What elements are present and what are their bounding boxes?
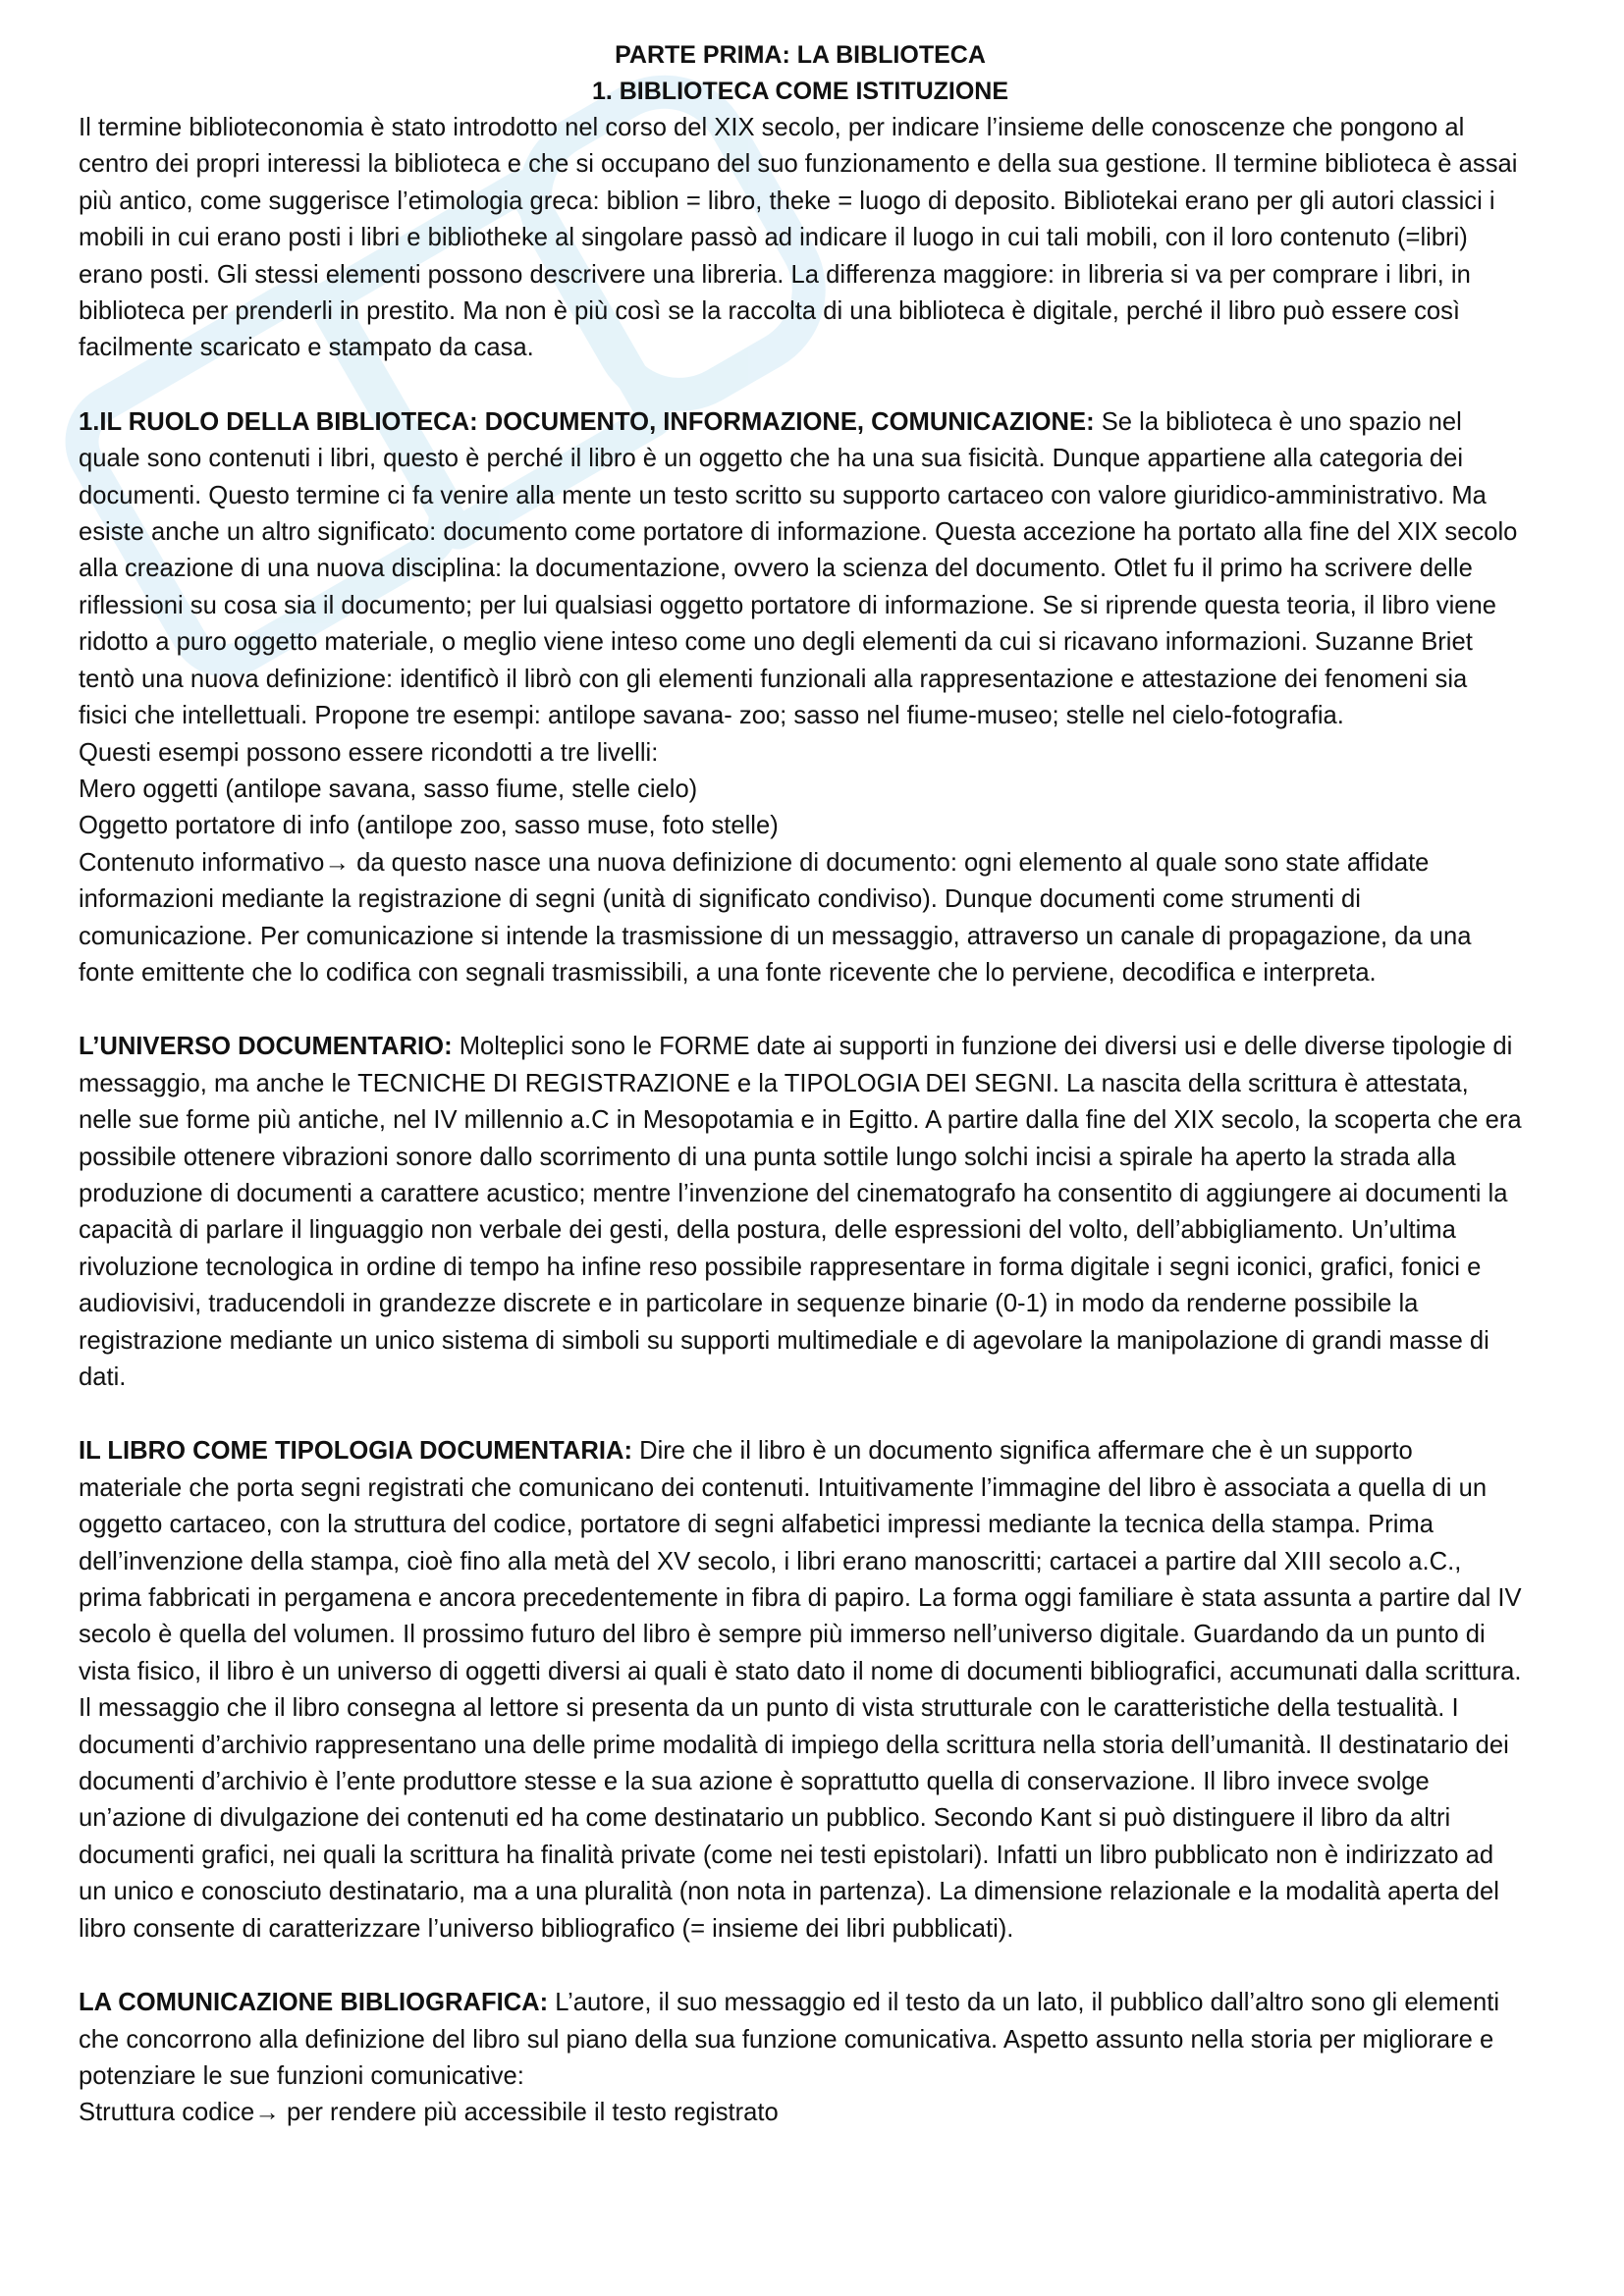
section-heading: L’UNIVERSO DOCUMENTARIO: bbox=[79, 1033, 453, 1061]
document-page bbox=[79, 37, 1522, 2132]
section-heading: LA COMUNICAZIONE BIBLIOGRAFICA: bbox=[79, 1989, 549, 2017]
paragraph-rest: da questo nasce una nuova definizione di documento: ogni elemento al quale sono state affidate informazioni mediante la registrazione di segni (unità di significato condiviso). Dunque documenti come strumenti di comunicazione. Per comunicazione si intende la trasmissione di un messaggio, attraverso un canale di propagazione, da una fonte emittente che lo codifica con segnali trasmissibili, a una fonte ricevente che lo perviene, decodifica e interpreta. bbox=[79, 848, 1472, 987]
section-heading: IL LIBRO COME TIPOLOGIA DOCUMENTARIA: bbox=[79, 1437, 632, 1466]
text-line: Questi esempi possono essere ricondotti a tre livelli: bbox=[79, 738, 659, 767]
section-ruolo-biblioteca bbox=[79, 404, 1522, 735]
section-body: L’autore, il suo messaggio ed il testo da un lato, il pubblico dall’altro sono gli elementi che concorrono alla definizione del libro sul piano della sua funzione comunicativa. Aspetto assunto nella storia per migliorare e potenziare le sue funzioni comunicative: bbox=[79, 1989, 1500, 2090]
section-body: Dire che il libro è un documento significa affermare che è un supporto materiale che porta segni registrati che comunicano dei contenuti. Intuitivamente l’immagine del libro è associata a quella di un oggetto cartaceo, con la struttura del codice, portatore di segni alfabetici impressi mediante la tecnica della stampa. Prima dell’invenzione della stampa, cioè fino alla metà del XV secolo, i libri erano manoscritti; cartacei a partire dal XIII secolo a.C., prima fabbricati in pergamena e ancora precedentemente in fibra di papiro. La forma oggi familiare è stata assunta a partire dal IV secolo è quella del volumen. Il prossimo futuro del libro è sempre più immerso nell’universo digitale. Guardando da un punto di vista fisico, il libro è un universo di oggetti diversi ai quali è stato dato il nome di documenti bibliografici, accumunati dalla scrittura. Il messaggio che il libro consegna al lettore si presenta da un punto di vista strutturale con le caratteristiche della testualità. I documenti d’archivio rappresentano una delle prime modalità di impiego della scrittura nella storia dell’umanità. Il destinatario dei documenti d’archivio è l’ente produttore stesse e la sua azione è soprattutto quella di conservazione. Il libro invece svolge un’azione di divulgazione dei contenuti ed ha come destinatario un pubblico. Secondo Kant si può distinguere il libro da altri documenti grafici, nei quali la scrittura ha finalità private (come nei testi epistolari). Infatti un libro pubblicato non è indirizzato ad un unico e conosciuto destinatario, ma a una pluralità (non nota in partenza). La dimensione relazionale e la modalità aperta del libro consente di caratterizzare l’universo bibliografico (= insieme dei libri pubblicati). bbox=[79, 1437, 1522, 1943]
struttura-codice-line bbox=[79, 2095, 1522, 2131]
section-libro-tipologia bbox=[79, 1433, 1522, 1948]
text-line: Oggetto portatore di info (antilope zoo, sasso muse, foto stelle) bbox=[79, 812, 779, 840]
section-heading: 1.IL RUOLO DELLA BIBLIOTECA: DOCUMENTO, INFORMAZIONE, COMUNICAZIONE: bbox=[79, 407, 1095, 436]
part-title: PARTE PRIMA: LA BIBLIOTECA bbox=[615, 41, 986, 69]
intro-paragraph: Il termine biblioteconomia è stato introdotto nel corso del XIX secolo, per indicare l’insieme delle conoscenze che pongono al centro dei propri interessi la biblioteca e che si occupano del suo funzionamento e della sua gestione. Il termine biblioteca è assai più antico, come suggerisce l’etimologia greca: biblion = libro, theke = luogo di deposito. Bibliotekai erano per gli autori classici i mobili in cui erano posti i libri e bibliotheke al singolare passò ad indicare il luogo in cui tali mobili, con il loro contenuto (=libri) erano posti. Gli stessi elementi possono descrivere una libreria. La differenza maggiore: in libreria si va per comprare i libri, in biblioteca per prenderli in prestito. Ma non è più così se la raccolta di una biblioteca è digitale, perché il libro può essere così facilmente scaricato e stampato da casa. bbox=[79, 114, 1518, 362]
section-comunicazione-bibliografica bbox=[79, 1985, 1522, 2095]
section-body: Se la biblioteca è uno spazio nel quale sono contenuti i libri, questo è perché il libro è un oggetto che ha una sua fisicità. Dunque appartiene alla categoria dei documenti. Questo termine ci fa venire alla mente un testo scritto su supporto cartaceo con valore giuridico-amministrativo. Ma esiste anche un altro significato: documento come portatore di informazione. Questa accezione ha portato alla fine del XIX secolo alla creazione di una nuova disciplina: la documentazione, ovvero la scienza del documento. Otlet fu il primo ha scrivere delle riflessioni su cosa sia il documento; per lui qualsiasi oggetto portatore di informazione. Se si riprende questa teoria, il libro viene ridotto a puro oggetto materiale, o meglio viene inteso come uno degli elementi da cui si ricavano informazioni. Suzanne Briet tentò una nuova definizione: identificò il librò con gli elementi funzionali alla rappresentazione e attestazione dei fenomeni sia fisici che intellettuali. Propone tre esempi: antilope savana- zoo; sasso nel fiume-museo; stelle nel cielo-fotografia. bbox=[79, 407, 1518, 730]
contenuto-informativo-paragraph bbox=[79, 845, 1522, 992]
chapter-title: 1. BIBLIOTECA COME ISTITUZIONE bbox=[591, 78, 1009, 105]
arrow-icon: → bbox=[324, 848, 350, 877]
section-universo-documentario bbox=[79, 1029, 1522, 1396]
paragraph-lead: Struttura codice bbox=[79, 2099, 255, 2127]
paragraph-lead: Contenuto informativo bbox=[79, 848, 325, 877]
arrow-icon: → bbox=[254, 2099, 280, 2127]
section-body: Molteplici sono le FORME date ai supporti in funzione dei diversi usi e delle diverse tipologie di messaggio, ma anche le TECNICHE DI REGISTRAZIONE e la TIPOLOGIA DEI SEGNI. La nascita della scrittura è attestata, nelle sue forme più antiche, nel IV millennio a.C in Mesopotamia e in Egitto. A partire dalla fine del XIX secolo, la scoperta che era possibile ottenere vibrazioni sonore dallo scorrimento di una punta sottile lungo solchi incisi a spirale ha aperto la strada alla produzione di documenti a carattere acustico; mentre l’invenzione del cinematografo ha consentito di aggiungere ai documenti la capacità di parlare il linguaggio non verbale dei gesti, della postura, delle espressioni del volto, dell’abbigliamento. Un’ultima rivoluzione tecnologica in ordine di tempo ha infine reso possibile rappresentare in forma digitale i segni iconici, grafici, fonici e audiovisivi, traducendoli in grandezze discrete e in particolare in sequenze binarie (0-1) in modo da renderne possibile la registrazione mediante un unico sistema di simboli su supporti multimediale e di agevolare la manipolazione di grandi masse di dati. bbox=[79, 1033, 1522, 1391]
text-line: Mero oggetti (antilope savana, sasso fiume, stelle cielo) bbox=[79, 774, 698, 803]
paragraph-rest: per rendere più accessibile il testo registrato bbox=[279, 2099, 779, 2127]
